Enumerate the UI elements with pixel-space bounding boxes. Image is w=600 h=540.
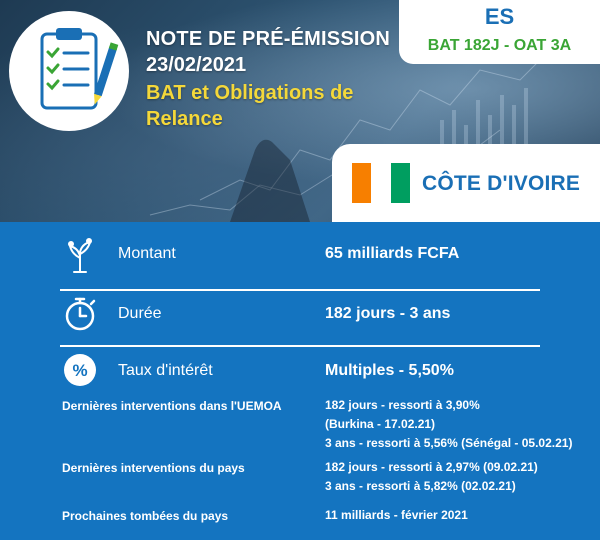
amount-label: Montant — [118, 245, 176, 262]
uemoa-interventions-values — [325, 396, 572, 453]
clipboard-checklist-icon — [4, 6, 134, 136]
details-panel — [0, 222, 600, 540]
info-line: 182 jours - ressorti à 2,97% (09.02.21) — [325, 460, 538, 474]
info-line: 11 milliards - février 2021 — [325, 508, 468, 522]
country-code-badge — [399, 0, 600, 64]
info-line: (Burkina - 17.02.21) — [325, 417, 436, 431]
info-line: 3 ans - ressorti à 5,82% (02.02.21) — [325, 479, 516, 493]
flag-stripe-green — [391, 163, 410, 203]
header-banner — [0, 0, 600, 222]
flag-stripe-orange — [352, 163, 371, 203]
country-interventions-label: Dernières interventions du pays — [62, 461, 245, 475]
detail-row-amount — [0, 236, 600, 276]
percent-icon — [62, 352, 98, 388]
page-subtitle: BAT et Obligations de Relance — [146, 82, 354, 130]
upcoming-maturities-label: Prochaines tombées du pays — [62, 509, 229, 523]
detail-row-duration — [0, 294, 600, 334]
info-line: 3 ans - ressorti à 5,56% (Sénégal - 05.02.21) — [325, 436, 573, 450]
svg-text:%: % — [72, 361, 88, 380]
country-flag-icon — [352, 163, 410, 203]
rate-label: Taux d'intérêt — [118, 362, 213, 379]
divider — [60, 289, 540, 291]
issue-date: 23/02/2021 — [146, 54, 247, 76]
divider — [60, 345, 540, 347]
uemoa-interventions-label: Dernières interventions dans l'UEMOA — [62, 399, 282, 413]
duration-value: 182 jours - 3 ans — [325, 305, 451, 322]
info-line: 182 jours - ressorti à 3,90% — [325, 398, 480, 412]
country-name: CÔTE D'IVOIRE — [422, 172, 581, 195]
country-code: ES — [484, 4, 515, 29]
flag-stripe-white — [371, 163, 390, 203]
country-card — [332, 144, 600, 222]
money-tree-icon — [62, 238, 98, 274]
country-interventions-values — [325, 458, 538, 496]
detail-row-rate — [0, 348, 600, 392]
rate-value: Multiples - 5,50% — [325, 362, 454, 379]
upcoming-maturities-values — [325, 506, 468, 525]
amount-value: 65 milliards FCFA — [325, 245, 460, 262]
stopwatch-icon — [62, 296, 98, 332]
product-label: BAT 182J - OAT 3A — [427, 37, 572, 54]
page-title: NOTE DE PRÉ-ÉMISSION — [146, 28, 391, 50]
duration-label: Durée — [118, 305, 162, 322]
